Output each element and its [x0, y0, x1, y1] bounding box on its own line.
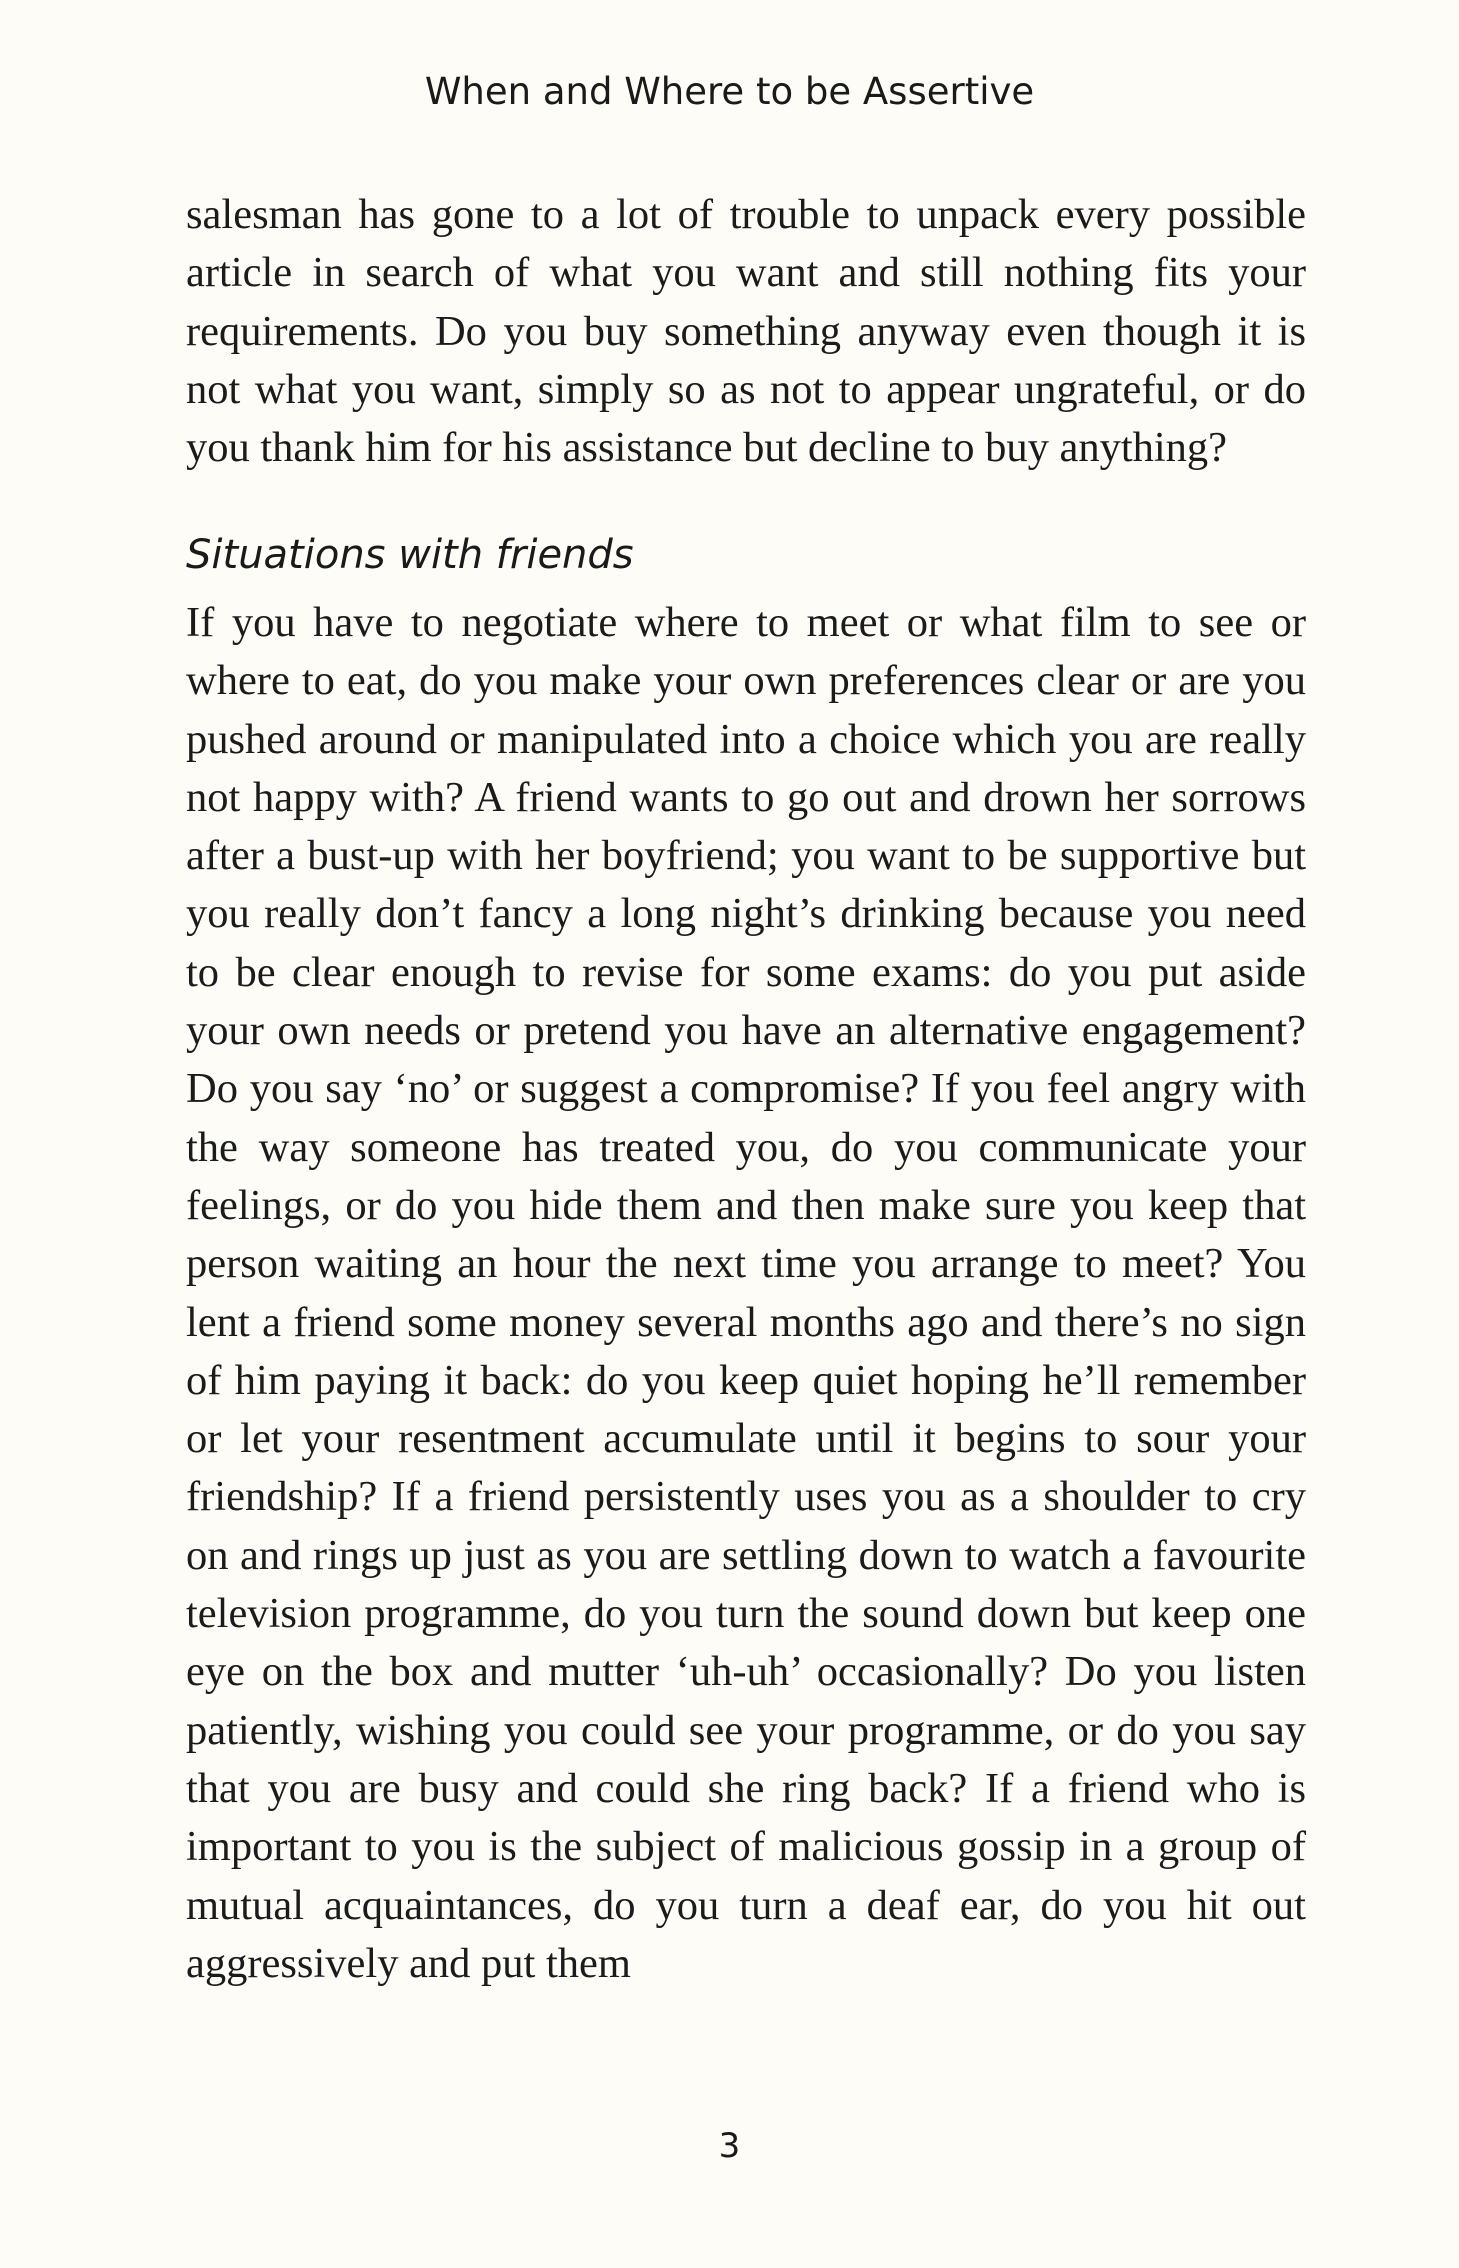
- running-header: When and Where to be Assertive: [424, 70, 1035, 113]
- body-paragraph-1: salesman has gone to a lot of trouble to unpack every possible article in search of what you want and still nothing fits your requirements. Do you buy something anyway even though it is not what you want, simply so as not to appear ungrateful, or do you thank him for his assistance but decline to buy anything?: [186, 191, 1306, 472]
- body-paragraph-2: If you have to negotiate where to meet or what film to see or where to eat, do you make your own preferences clear or are you pushed around or manipulated into a choice which you are really not happy with? A friend wants to go out and drown her sorrows after a bust-up with her boyfriend; you want to be supportive but you really don’t fancy a long night’s drinking because you need to be clear enough to revise for some exams: do you put aside your own needs or pretend you have an alternative engagement? Do you say ‘no’ or suggest a compromise? If you feel angry with the way someone has treated you, do you communicate your feelings, or do you hide them and then make sure you keep that person waiting an hour the next time you arrange to meet? You lent a friend some money several months ago and there’s no sign of him paying it back: do you keep quiet hoping he’ll remember or let your resentment accumulate until it begins to sour your friendship? If a friend persistently uses you as a shoulder to cry on and rings up just as you are settling down to watch a favourite television programme, do you turn the sound down but keep one eye on the box and mutter ‘uh-uh’ occasionally? Do you listen patiently, wishing you could see your programme, or do you say that you are busy and could she ring back? If a friend who is important to you is the subject of malicious gossip in a group of mutual acquaintances, do you turn a deaf ear, do you hit out aggressively and put them: [186, 599, 1306, 1987]
- section-heading: Situations with friends: [186, 532, 634, 578]
- page-number: 3: [718, 2126, 741, 2166]
